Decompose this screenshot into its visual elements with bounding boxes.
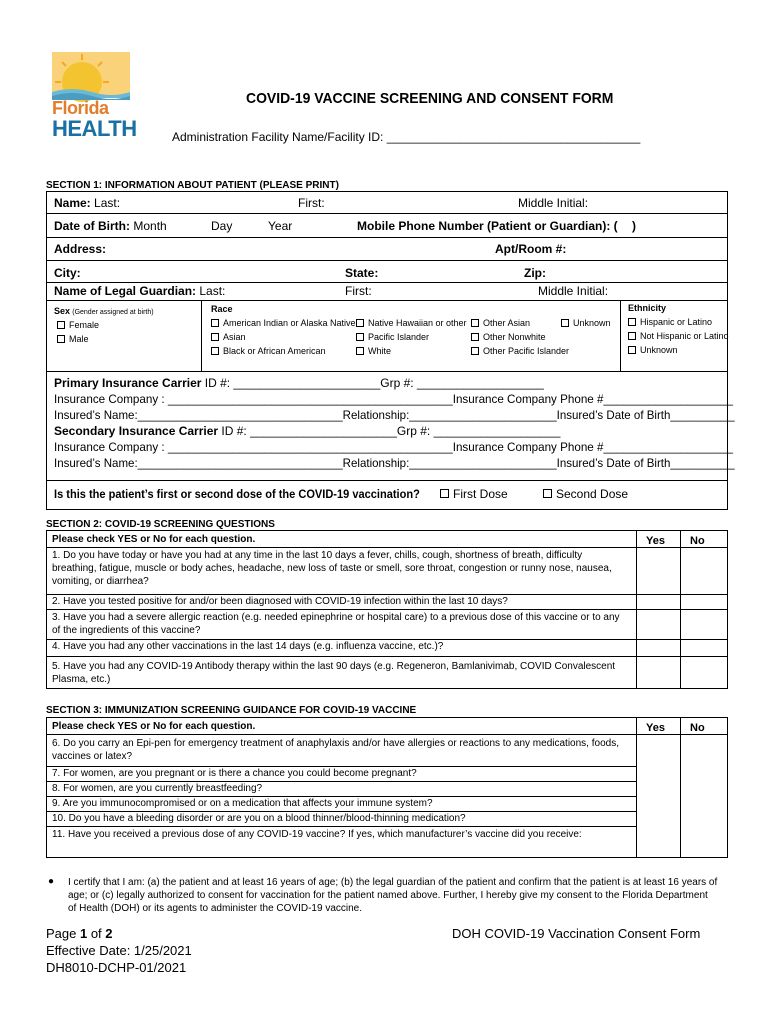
race-option-label: Black or African American	[223, 346, 326, 356]
form-code: DH8010-DCHP-01/2021	[46, 960, 187, 975]
ethnicity-option[interactable]	[628, 345, 678, 355]
primary-insurance-line[interactable]	[54, 376, 544, 390]
divider	[46, 639, 728, 640]
consent-statement: I certify that I am: (a) the patient and at least 16 years of age; (b) the legal guardian of the patient and confirm that the patient is at least 16 years of age; or (c) legally authorized to consent for vaccination for the patient named above. Further, I hereby give my consent to the Florida Department of Health (DOH) or its agents to administer the COVID-19 vaccine.	[68, 877, 718, 914]
screening-question-2: 2. Have you tested positive for and/or been diagnosed with COVID-19 infection within the last 10 days?	[52, 596, 508, 607]
checkbox-icon[interactable]	[471, 319, 479, 327]
section3-yes-header: Yes	[646, 722, 665, 734]
race-option-label: Other Asian	[483, 318, 531, 328]
last-name-field[interactable]: Last:	[94, 196, 121, 210]
checkbox-icon[interactable]	[440, 489, 449, 498]
no-answer-cell[interactable]	[681, 735, 727, 857]
sex-label: Sex	[54, 306, 71, 316]
checkbox-icon[interactable]	[57, 335, 65, 343]
race-label: Race	[211, 304, 233, 314]
divider	[46, 781, 636, 782]
race-option-label: American Indian or Alaska Native	[223, 318, 356, 328]
divider	[46, 594, 728, 595]
insurance-company-line-2[interactable]: Insurance Company : ____________________________________________Insurance Company Phone #____________________	[54, 440, 733, 454]
screening-question-1: 1. Do you have today or have you had at any time in the last 10 days a fever, chills, cough, shortness of breath, difficulty breathing, fatigue, muscle or body aches, headache, new loss of taste or smell, sore throat, congestion or runny nose, nausea, vomiting, or diarrhea?	[52, 550, 612, 587]
insured-name-line-2[interactable]: Insured’s Name:________________________________Relationship:_______________________Insured’s Date of Birth__________	[54, 456, 735, 470]
section3-instruction: Please check YES or No for each question.	[52, 721, 256, 732]
guardian-first-field[interactable]: First:	[345, 284, 372, 298]
logo-line2: HEALTH	[52, 116, 137, 141]
name-label: Name:	[54, 196, 91, 210]
race-option[interactable]	[471, 332, 546, 342]
screening-question-4: 4. Have you had any other vaccinations in the last 14 days (e.g. influenza vaccine, etc.)?	[52, 641, 444, 652]
checkbox-icon[interactable]	[543, 489, 552, 498]
checkbox-icon[interactable]	[628, 318, 636, 326]
divider	[46, 734, 636, 735]
race-option[interactable]	[471, 346, 569, 356]
primary-insurance-rest: ID #: ______________________Grp #: ___________________	[201, 376, 544, 390]
race-option-label: Unknown	[573, 318, 611, 328]
effective-date: Effective Date: 1/25/2021	[46, 943, 192, 958]
checkbox-icon[interactable]	[211, 347, 219, 355]
immunization-question-8: 8. For women, are you currently breastfeeding?	[52, 783, 263, 794]
footer-form-name: DOH COVID-19 Vaccination Consent Form	[452, 926, 701, 941]
checkbox-icon[interactable]	[628, 346, 636, 354]
ethnicity-label: Ethnicity	[628, 303, 667, 313]
first-dose-label: First Dose	[453, 487, 508, 501]
divider	[620, 300, 621, 371]
section1-heading: SECTION 1: INFORMATION ABOUT PATIENT (PLEASE PRINT)	[46, 180, 339, 191]
race-option[interactable]	[211, 318, 356, 328]
race-option-label: Other Pacific Islander	[483, 346, 570, 356]
guardian-row	[54, 284, 225, 298]
immunization-question-11: 11. Have you received a previous dose of any COVID-19 vaccine? If yes, which manufacturer’s vaccine did you receive:	[52, 829, 582, 840]
race-option-label: White	[368, 346, 392, 356]
section2-no-header: No	[690, 535, 705, 547]
checkbox-icon[interactable]	[211, 333, 219, 341]
page-of: of	[87, 926, 106, 941]
race-option-label: Other Nonwhite	[483, 332, 546, 342]
checkbox-icon[interactable]	[471, 347, 479, 355]
state-field[interactable]: State:	[345, 266, 379, 280]
sex-option-female[interactable]	[57, 320, 99, 330]
ethnicity-option[interactable]	[628, 317, 712, 327]
guardian-label: Name of Legal Guardian:	[54, 284, 197, 298]
divider	[46, 282, 728, 283]
race-option[interactable]	[471, 318, 530, 328]
section2-yes-header: Yes	[646, 535, 665, 547]
name-row	[54, 196, 120, 210]
dob-day-field[interactable]: Day	[211, 219, 233, 233]
primary-insurance-label: Primary Insurance Carrier	[54, 376, 202, 390]
section3-no-header: No	[690, 722, 705, 734]
ethnicity-option-label: Not Hispanic or Latino	[640, 331, 729, 341]
divider	[46, 826, 636, 827]
checkbox-icon[interactable]	[471, 333, 479, 341]
first-name-field[interactable]: First:	[298, 196, 325, 210]
second-dose-label: Second Dose	[556, 487, 629, 501]
race-option-label-continued: Pacific Islander	[368, 332, 430, 342]
dob-row	[54, 219, 167, 233]
screening-question-3: 3. Have you had a severe allergic reaction (e.g. needed epinephrine or hospital care) to a previous dose of this vaccine or to any of the ingredients of this vaccine?	[52, 612, 620, 636]
middle-initial-field[interactable]: Middle Initial:	[518, 196, 589, 210]
facility-field-label[interactable]: Administration Facility Name/Facility ID: ______________________________________	[172, 130, 641, 144]
dob-label: Date of Birth:	[54, 219, 130, 233]
page-prefix: Page	[46, 926, 80, 941]
sex-option-label: Female	[69, 320, 100, 330]
page-number: 1	[79, 926, 88, 941]
divider	[46, 371, 728, 372]
divider	[46, 766, 636, 767]
checkbox-icon[interactable]	[561, 319, 569, 327]
guardian-last-field[interactable]: Last:	[199, 284, 226, 298]
divider	[46, 656, 728, 657]
zip-field[interactable]: Zip:	[524, 266, 546, 280]
mobile-phone-label[interactable]: Mobile Phone Number (Patient or Guardian): (	[357, 219, 618, 233]
divider	[46, 811, 636, 812]
ethnicity-option-label: Hispanic or Latino	[640, 317, 713, 327]
race-option-cb-pacific[interactable]	[356, 332, 368, 342]
section2-instruction: Please check YES or No for each question.	[52, 534, 256, 545]
race-option[interactable]	[356, 346, 391, 356]
divider	[46, 609, 728, 610]
ethnicity-option-label: Unknown	[640, 345, 678, 355]
apt-room-field[interactable]: Apt/Room #:	[495, 242, 567, 256]
race-option-label: Asian	[223, 332, 246, 342]
logo-line1: Florida	[52, 98, 109, 118]
immunization-question-9: 9. Are you immunocompromised or on a medication that affects your immune system?	[52, 798, 433, 809]
dose-question: Is this the patient’s first or second dose of the COVID-19 vaccination?	[54, 487, 420, 501]
city-field[interactable]: City:	[54, 266, 81, 280]
race-option-label: Native Hawaiian or other	[368, 318, 467, 328]
consent-bullet: ●	[48, 876, 55, 887]
yes-answer-cell[interactable]	[637, 548, 679, 594]
checkbox-icon[interactable]	[356, 347, 364, 355]
sex-note: (Gender assigned at birth)	[72, 309, 154, 316]
section2-heading: SECTION 2: COVID-19 SCREENING QUESTIONS	[46, 519, 275, 530]
divider	[201, 300, 202, 371]
race-option[interactable]	[356, 318, 467, 328]
divider	[46, 547, 636, 548]
florida-health-logo	[52, 52, 137, 144]
page-total: 2	[105, 926, 113, 941]
race-option[interactable]	[561, 318, 611, 328]
page-indicator	[46, 926, 113, 941]
ethnicity-option[interactable]	[628, 331, 729, 341]
checkbox-icon[interactable]	[57, 321, 65, 329]
address-field[interactable]: Address:	[54, 242, 107, 256]
guardian-middle-field[interactable]: Middle Initial:	[538, 284, 609, 298]
insurance-company-line-1[interactable]: Insurance Company : ____________________________________________Insurance Company Phone #____________________	[54, 392, 733, 406]
immunization-question-10: 10. Do you have a bleeding disorder or are you on a blood thinner/blood-thinning medication?	[52, 813, 466, 824]
sex-option-label: Male	[69, 334, 89, 344]
secondary-insurance-line[interactable]	[54, 424, 560, 438]
dob-year-field[interactable]: Year	[268, 219, 293, 233]
race-option[interactable]	[211, 346, 326, 356]
divider	[46, 260, 728, 261]
divider	[46, 213, 728, 214]
screening-question-5: 5. Have you had any COVID-19 Antibody therapy within the last 90 days (e.g. Regeneron, Bamlanivimab, COVID Convalescent Plasma, etc.)	[52, 661, 616, 685]
divider	[46, 237, 728, 238]
divider	[46, 300, 728, 301]
checkbox-icon[interactable]	[628, 332, 636, 340]
second-dose-option[interactable]	[543, 487, 628, 501]
checkbox-icon[interactable]	[356, 333, 364, 341]
first-dose-option[interactable]	[440, 487, 508, 501]
yes-answer-cell[interactable]	[637, 735, 679, 857]
immunization-question-6: 6. Do you carry an Epi-pen for emergency treatment of anaphylaxis and/or have allergies or reactions to any medications, foods, vaccines or latex?	[52, 738, 619, 762]
divider	[46, 480, 728, 481]
form-title: COVID-19 VACCINE SCREENING AND CONSENT FORM	[246, 90, 614, 107]
sex-group	[54, 306, 154, 316]
dob-month-field[interactable]: Month	[133, 219, 167, 233]
secondary-insurance-label: Secondary Insurance Carrier	[54, 424, 219, 438]
secondary-insurance-rest: ID #: ______________________Grp #: ___________________	[218, 424, 561, 438]
checkbox-icon[interactable]	[356, 319, 364, 327]
section3-heading: SECTION 3: IMMUNIZATION SCREENING GUIDANCE FOR COVID-19 VACCINE	[46, 705, 417, 716]
mobile-phone-close: )	[632, 219, 636, 233]
immunization-question-7: 7. For women, are you pregnant or is there a chance you could become pregnant?	[52, 768, 417, 779]
sex-option-male[interactable]	[57, 334, 89, 344]
no-answer-cell[interactable]	[681, 548, 727, 594]
divider	[46, 796, 636, 797]
insured-name-line-1[interactable]: Insured’s Name:________________________________Relationship:_______________________Insured’s Date of Birth__________	[54, 408, 735, 422]
checkbox-icon[interactable]	[211, 319, 219, 327]
race-option[interactable]	[211, 332, 246, 342]
